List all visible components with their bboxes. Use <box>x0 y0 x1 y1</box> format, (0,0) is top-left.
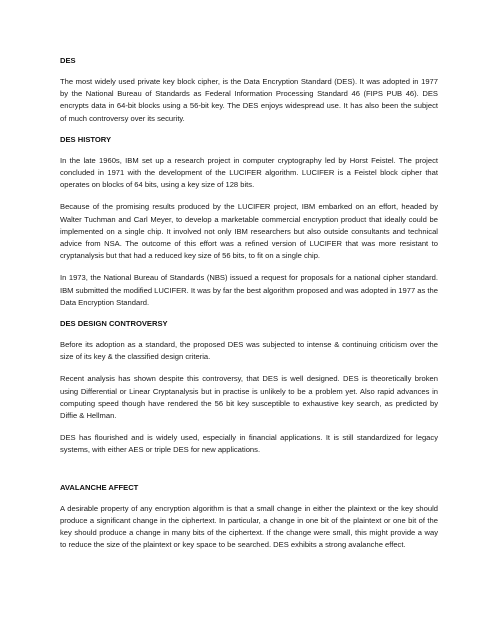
section-avalanche-affect <box>60 483 438 552</box>
paragraph: DES has flourished and is widely used, especially in financial applications. It is still standardized for legacy systems, with either AES or triple DES for new applications. <box>60 433 438 455</box>
paragraph: The most widely used private key block cipher, is the Data Encryption Standard (DES). It was adopted in 1977 by the National Bureau of Standards as Federal Information Processing Standard 46 (FIPS PUB 46). DES encrypts data in 64-bit blocks using a 56-bit key. The DES enjoys widespread use. It has also been the subject of much controversy over its security. <box>60 77 438 123</box>
paragraph: A desirable property of any encryption algorithm is that a small change in either the plaintext or the key should produce a significant change in the ciphertext. In particular, a change in one bit of the plaintext or one bit of the key should produce a change in many bits of the ciphertext. If the change were small, this might provide a way to reduce the size of the plaintext or key space to be searched. DES exhibits a strong avalanche effect. <box>60 503 438 550</box>
section-spacer <box>60 467 438 483</box>
section-heading: DES <box>60 56 76 65</box>
paragraph: Before its adoption as a standard, the proposed DES was subjected to intense & continuing criticism over the size of its key & the classified design criteria. <box>60 340 438 362</box>
section-heading: DES HISTORY <box>60 134 112 144</box>
section-des-design-controversy <box>60 319 438 457</box>
paragraph: In 1973, the National Bureau of Standards (NBS) issued a request for proposals for a national cipher standard. IBM submitted the modified LUCIFER. It was by far the best algorithm proposed and was adopted in 1977 as the Data Encryption Standard. <box>60 273 438 307</box>
document-body <box>60 56 438 561</box>
section-heading: AVALANCHE AFFECT <box>60 482 139 492</box>
section-heading: DES DESIGN CONTROVERSY <box>60 319 168 329</box>
section-des <box>60 56 438 125</box>
section-des-history <box>60 135 438 309</box>
paragraph: In the late 1960s, IBM set up a research project in computer cryptography led by Horst Feistel. The project concluded in 1971 with the development of the LUCIFER algorithm. LUCIFER is a Feistel block cipher that operates on blocks of 64 bits, using a key size of 128 bits. <box>60 155 438 190</box>
paragraph: Because of the promising results produced by the LUCIFER project, IBM embarked on an effort, headed by Walter Tuchman and Carl Meyer, to develop a marketable commercial encryption product that ideally could be implemented on a single chip. It involved not only IBM researchers but also outside consultants and technical advice from NSA. The outcome of this effort was a refined version of LUCIFER that was more resistant to cryptanalysis but that had a reduced key size of 56 bits, to fit on a single chip. <box>60 202 438 261</box>
paragraph: Recent analysis has shown despite this controversy, that DES is well designed. DES is theoretically broken using Differential or Linear Cryptanalysis but in practise is unlikely to be a problem yet. Also rapid advances in computing speed though have rendered the 56 bit key susceptible to exhaustive key search, as predicted by Diffie & Hellman. <box>60 374 438 421</box>
